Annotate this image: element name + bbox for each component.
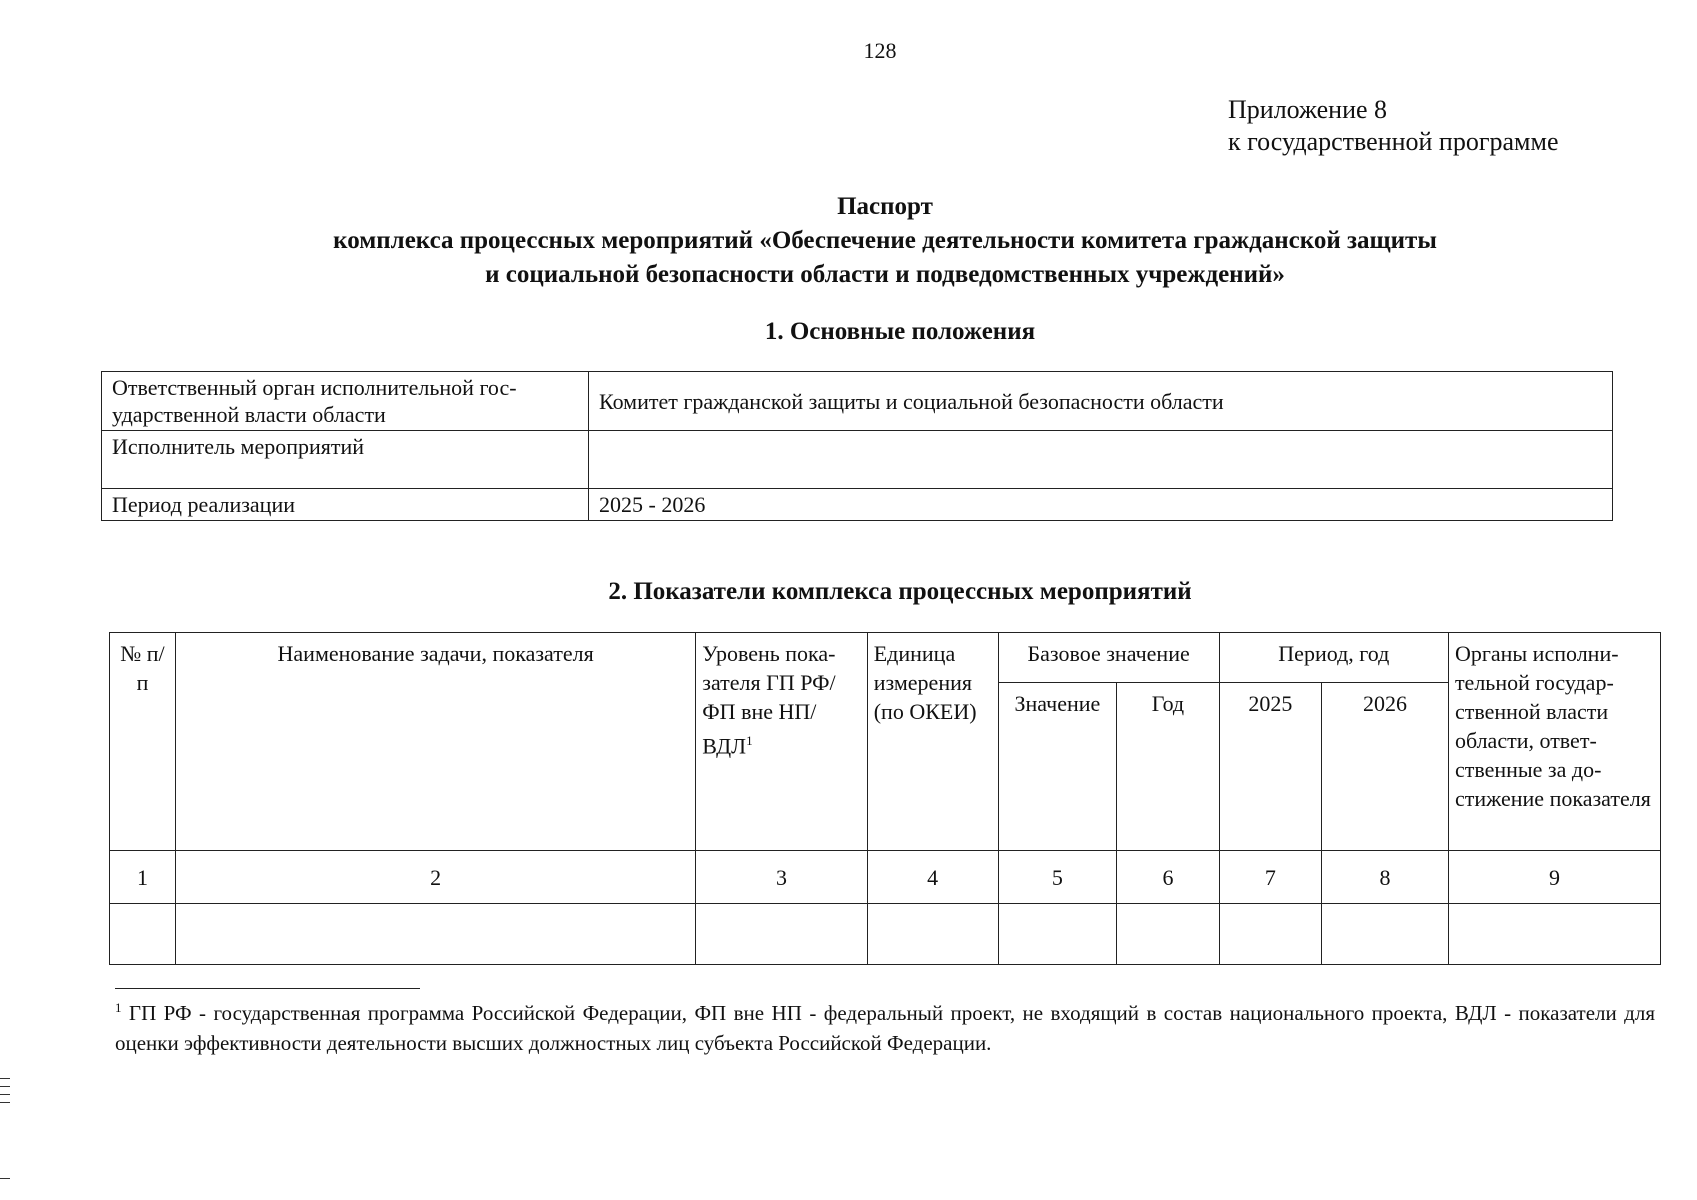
title-line-3: и социальной безопасности области и подведомственных учреждений» [485,261,1285,288]
header-base-year: Год [1117,683,1219,851]
empty-cell [110,904,176,965]
empty-cell [1322,904,1449,965]
page-number: 128 [863,38,897,63]
table-row [102,431,1613,489]
margin-mark [0,1094,10,1095]
table-row [102,489,1613,521]
margin-mark [0,1102,10,1103]
empty-cell [696,904,867,965]
header-num: № п/п [110,633,176,851]
column-number-row [110,851,1661,904]
document-title [200,190,1570,292]
footnote-marker: 1 [746,733,753,748]
empty-cell [175,904,695,965]
empty-cell [1448,904,1660,965]
table-row [110,904,1661,965]
footnote [115,993,1655,1058]
section-2-heading: 2. Показатели комплекса процессных мероприятий [608,578,1192,605]
margin-mark [0,1178,10,1179]
header-base: Базовое значение [998,633,1219,683]
row-label: Период реализации [102,489,589,521]
appendix-line-2: к государственной программе [1228,127,1559,156]
header-year-2026: 2026 [1322,683,1449,851]
header-row [110,633,1661,683]
column-number: 5 [998,851,1117,904]
row-value: 2025 - 2026 [589,489,1613,521]
column-number: 4 [867,851,998,904]
column-number: 8 [1322,851,1449,904]
table-row [102,372,1613,431]
appendix-line-1: Приложение 8 [1228,95,1388,124]
empty-cell [998,904,1117,965]
header-bodies: Органы исполнительной государственной власти области, ответственные за достижение показателя [1448,633,1660,851]
empty-cell [1219,904,1321,965]
empty-cell [867,904,998,965]
title-line-2: комплекса процессных мероприятий «Обеспечение деятельности комитета гражданской защиты [333,227,1437,254]
header-level: Уровень показателя ГП РФ/ФП вне НП/ВДЛ$^1$ [696,633,867,851]
row-label: Ответственный орган исполнительной государственной власти области [102,372,589,431]
header-base-value: Значение [998,683,1117,851]
column-number: 7 [1219,851,1321,904]
column-number: 1 [110,851,176,904]
header-year-2025: 2025 [1219,683,1321,851]
indicators-table [109,632,1661,965]
margin-mark [0,1078,10,1079]
margin-mark [0,1086,10,1087]
footnote-text: ГП РФ - государственная программа Российской Федерации, ФП вне НП - федеральный проект, не входящий в состав национального проекта, ВДЛ - показатели для оценки эффективности деятельности высших должностных лиц субъекта Российской Федерации. [115,1001,1655,1055]
row-value [589,431,1613,489]
footnote-marker: 1 [115,1000,122,1015]
basic-info-table [101,371,1613,521]
header-name: Наименование задачи, показателя [175,633,695,851]
empty-cell [1117,904,1219,965]
header-period: Период, год [1219,633,1448,683]
column-number: 2 [175,851,695,904]
title-line-1: Паспорт [837,193,933,220]
row-label: Исполнитель мероприятий [102,431,589,489]
header-unit: Единица измерения (по ОКЕИ) [867,633,998,851]
section-1-heading: 1. Основные положения [764,318,1036,345]
appendix-note [1228,94,1559,158]
footnote-divider [115,988,420,989]
column-number: 3 [696,851,867,904]
column-number: 6 [1117,851,1219,904]
column-number: 9 [1448,851,1660,904]
row-value: Комитет гражданской защиты и социальной безопасности области [589,372,1613,431]
